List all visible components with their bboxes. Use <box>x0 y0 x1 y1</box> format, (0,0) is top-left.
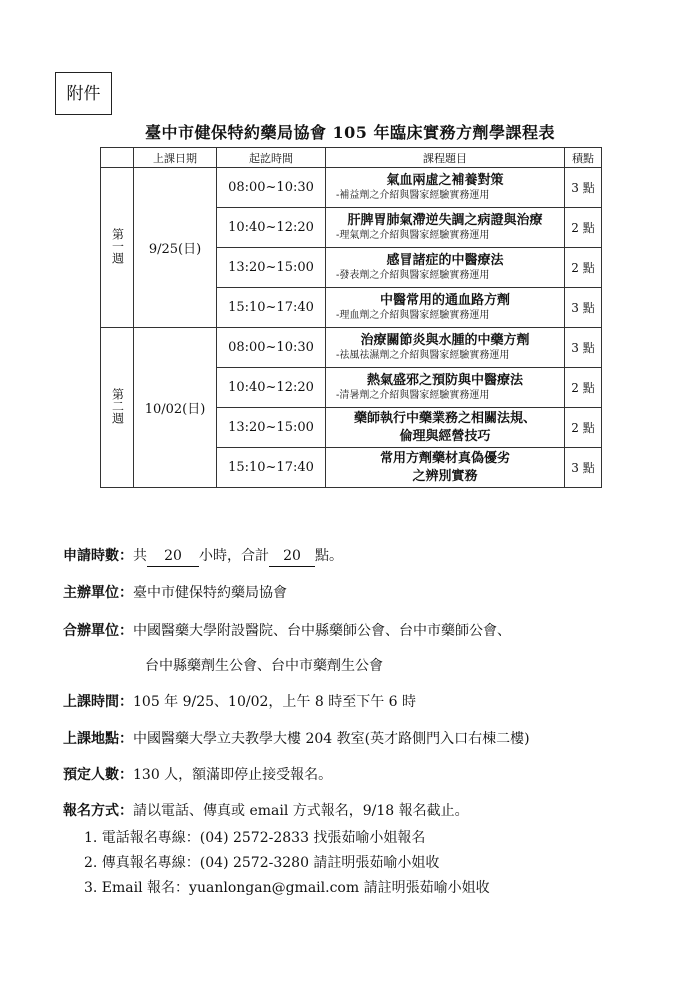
week-label: 第一週 <box>101 168 134 328</box>
topic-title-line2: 倫理與經營技巧 <box>399 428 491 444</box>
points-value: 20 <box>269 546 315 567</box>
topic-subtitle: -補益劑之介紹與醫家經驗實務運用 <box>336 190 490 201</box>
session-time: 08:00~10:30 <box>217 328 326 368</box>
class-place-value: 中國醫藥大學立夫教學大樓 204 教室(英才路側門入口右棟二樓) <box>133 731 530 747</box>
application-hours <box>63 546 343 567</box>
session-credits: 3 點 <box>565 448 602 488</box>
week-label: 第二週 <box>101 328 134 488</box>
course-schedule-table <box>100 147 602 488</box>
session-credits: 3 點 <box>565 168 602 208</box>
topic-subtitle: -理氣劑之介紹與醫家經驗實務運用 <box>336 230 490 241</box>
co-organizer-line1: 中國醫藥大學附設醫院、台中縣藥師公會、台中市藥師公會、 <box>133 623 511 639</box>
session-credits: 2 點 <box>565 208 602 248</box>
hours-label: 申請時數： <box>63 548 133 564</box>
session-topic <box>326 208 565 248</box>
class-place-label: 上課地點： <box>63 731 133 747</box>
topic-subtitle: -祛風祛濕劑之介紹與醫家經驗實務運用 <box>336 350 510 361</box>
session-credits: 3 點 <box>565 288 602 328</box>
topic-subtitle: -發表劑之介紹與醫家經驗實務運用 <box>336 270 490 281</box>
session-topic <box>326 408 565 448</box>
page-title: 臺中市健保特約藥局協會 105 年臨床實務方劑學課程表 <box>144 123 556 142</box>
topic-title-line1: 常用方劑藥材真偽優劣 <box>379 450 510 466</box>
session-credits: 3 點 <box>565 328 602 368</box>
session-credits: 2 點 <box>565 248 602 288</box>
quota-value: 130 人，額滿即停止接受報名。 <box>133 767 333 783</box>
session-time: 10:40~12:20 <box>217 368 326 408</box>
session-topic <box>326 328 565 368</box>
session-topic <box>326 248 565 288</box>
quota-row <box>63 765 332 785</box>
session-topic <box>326 168 565 208</box>
session-time: 13:20~15:00 <box>217 248 326 288</box>
session-topic <box>326 368 565 408</box>
class-time-row <box>63 692 416 712</box>
class-place-row <box>63 729 530 749</box>
registration-phone: 1. 電話報名專線：(04) 2572-2833 找張茹喻小姐報名 <box>84 830 426 846</box>
session-credits: 2 點 <box>565 408 602 448</box>
session-time: 15:10~17:40 <box>217 448 326 488</box>
table-row <box>101 328 602 368</box>
hours-middle: 小時，合計 <box>199 548 269 564</box>
organizer-value: 臺中市健保特約藥局協會 <box>133 585 287 601</box>
registration-label: 報名方式： <box>63 803 133 819</box>
session-time: 10:40~12:20 <box>217 208 326 248</box>
class-time-label: 上課時間： <box>63 694 133 710</box>
topic-title-line2: 之辨別實務 <box>412 468 478 484</box>
header-date: 上課日期 <box>134 148 217 168</box>
topic-title: 肝脾胃肺氣滯逆失調之病證與治療 <box>347 213 543 228</box>
table-row <box>101 168 602 208</box>
session-date: 10/02(日) <box>134 328 217 488</box>
topic-title: 治療關節炎與水腫的中藥方劑 <box>360 333 530 348</box>
co-organizer-label: 合辦單位： <box>63 623 133 639</box>
hours-prefix: 共 <box>133 548 147 564</box>
organizer-row <box>63 583 287 603</box>
class-time-value: 105 年 9/25、10/02，上午 8 時至下午 6 時 <box>133 694 417 710</box>
header-topic: 課程題目 <box>326 148 565 168</box>
header-credits: 積點 <box>565 148 602 168</box>
session-topic <box>326 448 565 488</box>
organizer-label: 主辦單位： <box>63 585 133 601</box>
points-suffix: 點。 <box>315 548 343 564</box>
table-header-row <box>101 148 602 168</box>
co-organizer-row <box>63 621 511 641</box>
registration-fax: 2. 傳真報名專線：(04) 2572-3280 請註明張茹喻小姐收 <box>84 855 440 871</box>
session-credits: 2 點 <box>565 368 602 408</box>
topic-subtitle: -理血劑之介紹與醫家經驗實務運用 <box>336 310 490 321</box>
topic-title: 感冒諸症的中醫療法 <box>386 253 504 268</box>
topic-title-line1: 藥師執行中藥業務之相關法規、 <box>353 410 536 426</box>
session-date: 9/25(日) <box>134 168 217 328</box>
topic-title: 氣血兩虛之補養對策 <box>386 173 504 188</box>
topic-subtitle: -清暑劑之介紹與醫家經驗實務運用 <box>336 390 490 401</box>
hours-value: 20 <box>147 546 199 567</box>
header-week <box>101 148 134 168</box>
session-time: 15:10~17:40 <box>217 288 326 328</box>
topic-title: 熱氣盛邪之預防與中醫療法 <box>366 373 523 388</box>
header-time: 起訖時間 <box>217 148 326 168</box>
session-topic <box>326 288 565 328</box>
registration-row <box>63 801 469 821</box>
topic-title: 中醫常用的通血路方劑 <box>379 293 510 308</box>
co-organizer-line2: 台中縣藥劑生公會、台中市藥劑生公會 <box>145 658 383 674</box>
registration-value: 請以電話、傳真或 email 方式報名，9/18 報名截止。 <box>133 803 469 819</box>
session-time: 13:20~15:00 <box>217 408 326 448</box>
registration-email: 3. Email 報名：yuanlongan@gmail.com 請註明張茹喻小姐收 <box>84 880 490 896</box>
session-time: 08:00~10:30 <box>217 168 326 208</box>
quota-label: 預定人數： <box>63 767 133 783</box>
attachment-label: 附件 <box>55 72 112 115</box>
